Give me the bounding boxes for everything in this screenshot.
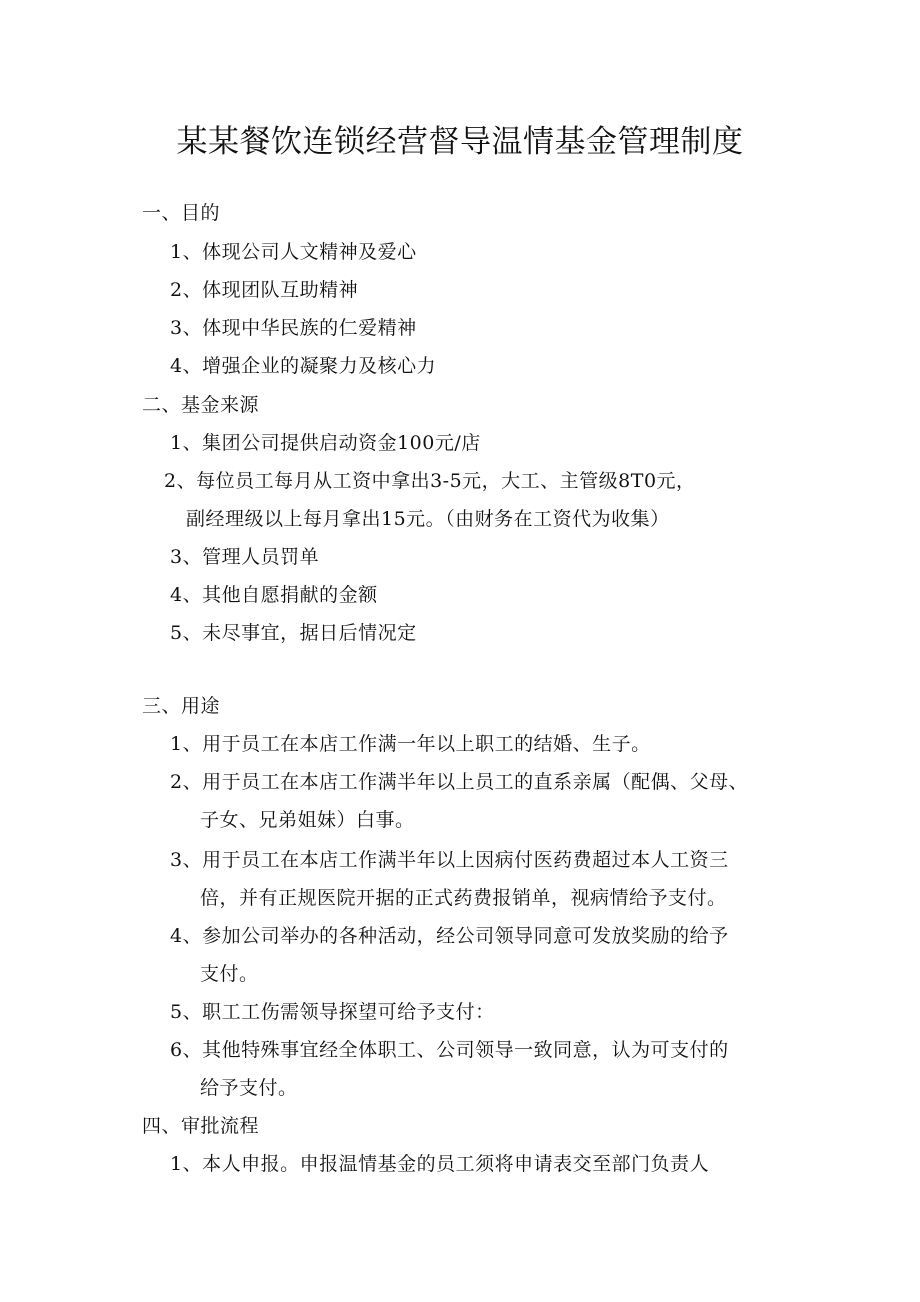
section-heading-approval-process: 四、审批流程	[142, 1115, 260, 1137]
list-item: 2、每位员工每月从工资中拿出3-5元，大工、主管级8T0元，	[164, 470, 696, 492]
section-heading-fund-source: 二、基金来源	[142, 394, 260, 416]
list-item: 1、体现公司人文精神及爱心	[170, 241, 417, 263]
list-item: 1、用于员工在本店工作满一年以上职工的结婚、生子。	[170, 733, 651, 755]
list-item: 3、用于员工在本店工作满半年以上因病付医药费超过本人工资三	[170, 849, 729, 871]
section-heading-usage: 三、用途	[142, 695, 221, 717]
list-item: 6、其他特殊事宜经全体职工、公司领导一致同意，认为可支付的	[170, 1039, 729, 1061]
list-item: 4、其他自愿捐献的金额	[170, 584, 378, 606]
list-item: 5、未尽事宜，据日后情况定	[170, 622, 417, 644]
list-item: 2、用于员工在本店工作满半年以上员工的直系亲属（配偶、父母、	[170, 771, 749, 793]
list-item: 1、本人申报。申报温情基金的员工须将申请表交至部门负责人	[170, 1153, 710, 1175]
list-item-continuation: 给予支付。	[200, 1077, 298, 1099]
list-item: 2、体现团队互助精神	[170, 279, 359, 301]
list-item-continuation: 倍，并有正规医院开据的正式药费报销单，视病情给予支付。	[200, 887, 727, 909]
document-title: 某某餐饮连锁经营督导温情基金管理制度	[176, 124, 744, 160]
list-item-continuation: 副经理级以上每月拿出15元。（由财务在工资代为收集）	[186, 508, 670, 530]
list-item: 5、职工工伤需领导探望可给予支付：	[170, 1001, 495, 1023]
list-item-continuation: 支付。	[200, 963, 259, 985]
section-heading-purpose: 一、目的	[142, 202, 221, 224]
list-item: 4、增强企业的凝聚力及核心力	[170, 355, 437, 377]
list-item-continuation: 子女、兄弟姐妹）白事。	[200, 809, 415, 831]
list-item: 3、管理人员罚单	[170, 546, 320, 568]
list-item: 3、体现中华民族的仁爱精神	[170, 317, 417, 339]
list-item: 4、参加公司举办的各种活动，经公司领导同意可发放奖励的给予	[170, 925, 729, 947]
list-item: 1、集团公司提供启动资金100元/店	[170, 432, 481, 454]
